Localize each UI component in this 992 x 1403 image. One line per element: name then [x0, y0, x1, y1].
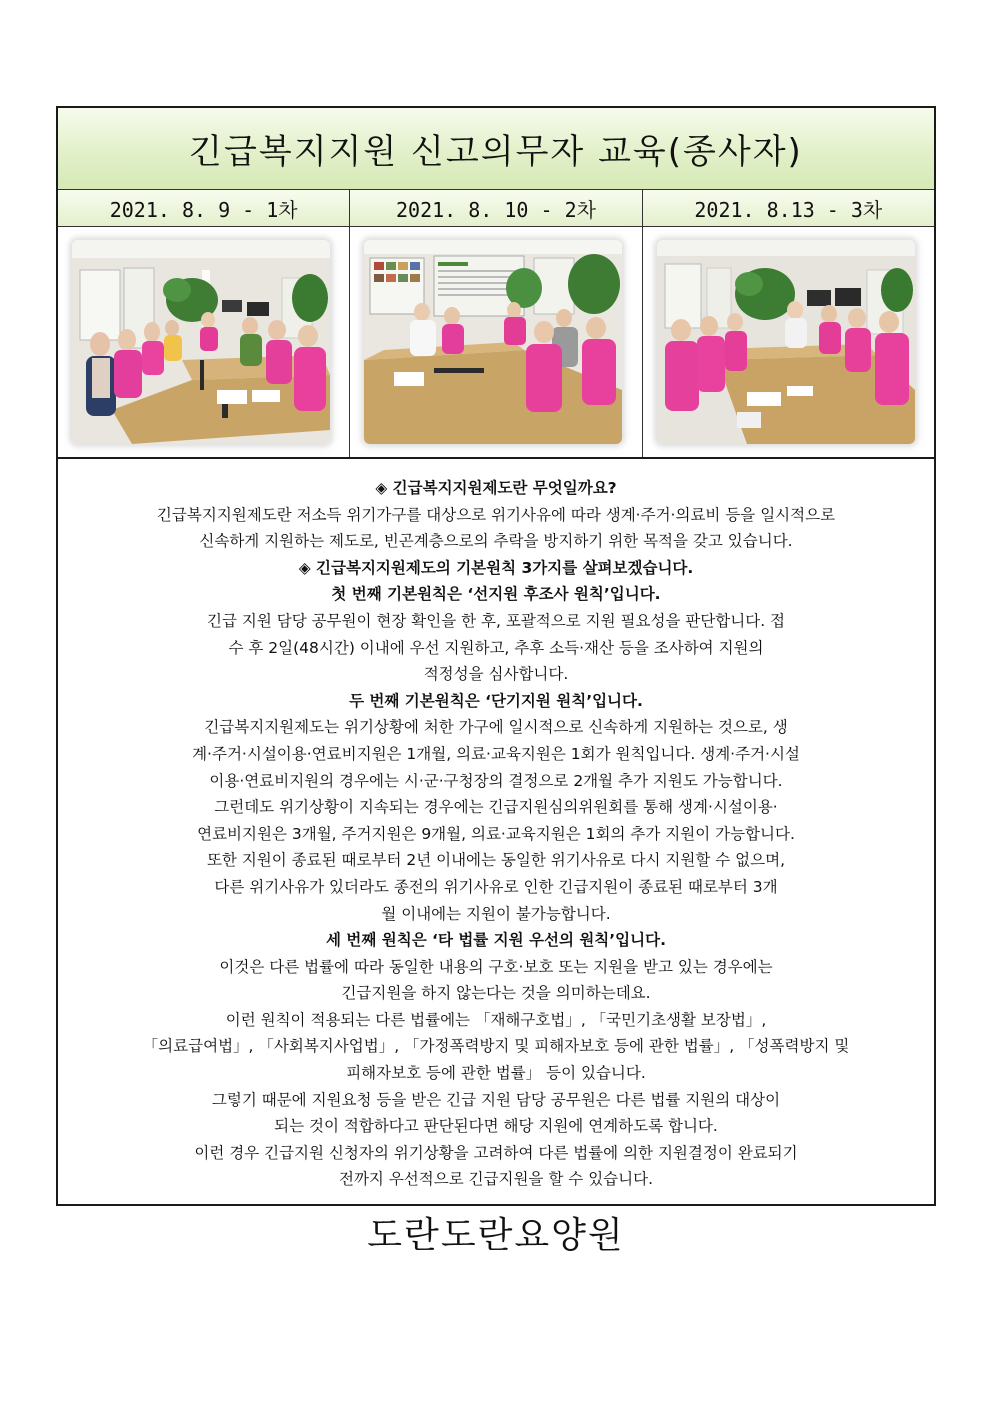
training-photo-1	[72, 240, 330, 444]
page-title: 긴급복지지원 신고의무자 교육(종사자)	[189, 132, 803, 172]
photo-cell-2	[350, 227, 642, 457]
paragraph-line: 긴급지원을 하지 않는다는 것을 의미하는데요.	[341, 984, 651, 1003]
paragraph-line: 신속하게 지원하는 제도로, 빈곤계층으로의 추락을 방지하기 위한 목적을 갖고 있습니다.	[199, 532, 793, 551]
photo-row	[58, 227, 934, 459]
paragraph-line: 이런 원칙이 적용되는 다른 법률에는 「재해구호법」, 「국민기초생활 보장법」,	[225, 1010, 767, 1029]
paragraph-line: 월 이내에는 지원이 불가능합니다.	[381, 904, 611, 923]
session-date-3: 2021. 8.13 - 3차	[643, 190, 934, 226]
paragraph-line: 또한 지원이 종료된 때로부터 2년 이내에는 동일한 위기사유로 다시 지원할 수 없으며,	[206, 851, 786, 870]
photo-cell-1	[58, 227, 350, 457]
paragraph-line: 긴급복지지원제도란 저소득 위기가구를 대상으로 위기사유에 따라 생계·주거·의료비 등을 일시적으로	[156, 505, 836, 524]
paragraph-line: 긴급 지원 담당 공무원이 현장 확인을 한 후, 포괄적으로 지원 필요성을 판단합니다. 접	[206, 611, 786, 630]
photo-cell-3	[643, 227, 934, 457]
paragraph-line: 수 후 2일(48시간) 이내에 우선 지원하고, 추후 소득·재산 등을 조사하여 지원의	[228, 638, 764, 657]
session-date-row	[58, 190, 934, 227]
paragraph-line: 되는 것이 적합하다고 판단된다면 해당 지원에 연계하도록 합니다.	[274, 1117, 718, 1136]
section-heading: 두 번째 기본원칙은 ‘단기지원 원칙’입니다.	[349, 691, 643, 710]
paragraph-line: 이런 경우 긴급지원 신청자의 위기상황을 고려하여 다른 법률에 의한 지원결정이 완료되기	[194, 1143, 798, 1162]
paragraph-line: 그런데도 위기상황이 지속되는 경우에는 긴급지원심의위원회를 통해 생계·시설이용·	[214, 798, 778, 817]
paragraph-line: 다른 위기사유가 있더라도 종전의 위기사유로 인한 긴급지원이 종료된 때로부터 3개	[214, 877, 778, 896]
section-heading: ◈ 긴급복지지원제도의 기본원칙 3가지를 살펴보겠습니다.	[298, 558, 694, 577]
paragraph-line: 계·주거·시설이용·연료비지원은 1개월, 의료·교육지원은 1회가 원칙입니다. 생계·주거·시설	[192, 744, 800, 763]
paragraph-line: 전까지 우선적으로 긴급지원을 할 수 있습니다.	[338, 1170, 654, 1189]
training-photo-2	[364, 240, 622, 444]
section-heading: 세 번째 원칙은 ‘타 법률 지원 우선의 원칙’입니다.	[326, 931, 666, 950]
content-body	[58, 459, 934, 1204]
section-heading: 첫 번째 기본원칙은 ‘선지원 후조사 원칙’입니다.	[331, 585, 661, 604]
paragraph-line: 피해자보호 등에 관한 법률」 등이 있습니다.	[346, 1064, 646, 1083]
paragraph-line: 이용·연료비지원의 경우에는 시·군·구청장의 결정으로 2개월 추가 지원도 가능합니다.	[209, 771, 783, 790]
session-date-2: 2021. 8. 10 - 2차	[350, 190, 642, 226]
title-bar	[58, 108, 934, 190]
section-heading: ◈ 긴급복지지원제도란 무엇일까요?	[375, 479, 617, 497]
organization-name: 도란도란요양원	[367, 1214, 625, 1256]
paragraph-line: 긴급복지지원제도는 위기상황에 처한 가구에 일시적으로 신속하게 지원하는 것으로, 생	[204, 718, 788, 737]
paragraph-line: 「의료급여법」, 「사회복지사업법」, 「가정폭력방지 및 피해자보호 등에 관한 법률」, 「성폭력방지 및	[142, 1037, 850, 1056]
session-date-1: 2021. 8. 9 - 1차	[58, 190, 350, 226]
paragraph-line: 적정성을 심사합니다.	[423, 665, 569, 684]
paragraph-line: 그렇기 때문에 지원요청 등을 받은 긴급 지원 담당 공무원은 다른 법률 지원의 대상이	[211, 1090, 781, 1109]
paragraph-line: 연료비지원은 3개월, 주거지원은 9개월, 의료·교육지원은 1회의 추가 지원이 가능합니다.	[197, 824, 795, 843]
training-photo-3	[657, 240, 915, 444]
paragraph-line: 이것은 다른 법률에 따라 동일한 내용의 구호·보호 또는 지원을 받고 있는 경우에는	[219, 957, 773, 976]
notice-frame	[56, 106, 936, 1206]
